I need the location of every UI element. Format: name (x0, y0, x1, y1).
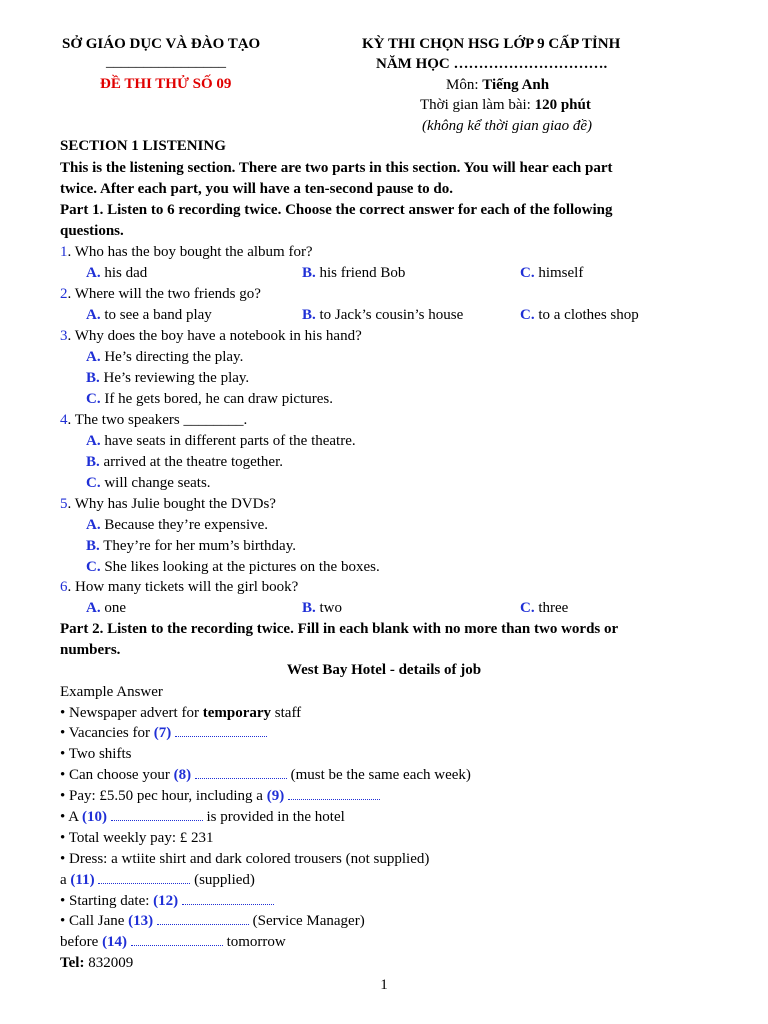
option-5b[interactable]: B. They’re for her mum’s birthday. (86, 538, 296, 554)
question-1 (60, 244, 313, 261)
part2-instruction-2: numbers. (60, 642, 121, 658)
time-note: (không kể thời gian giao đề) (422, 118, 593, 134)
option-4c[interactable]: C. will change seats. (86, 475, 211, 491)
detail-provided: • A (10) is provided in the hotel (60, 809, 345, 825)
detail-call: • Call Jane (13) (Service Manager) (60, 913, 365, 929)
option-4a[interactable]: A. have seats in different parts of the theatre. (86, 433, 356, 449)
exam-code: ĐỀ THI THỬ SỐ 09 (100, 76, 232, 92)
option-4b[interactable]: B. arrived at the theatre together. (86, 454, 284, 470)
blank-9-input[interactable] (288, 789, 380, 800)
option-2c[interactable]: C. to a clothes shop (520, 307, 639, 323)
question-text: . Who has the boy bought the album for? (67, 244, 313, 260)
time-line (420, 97, 591, 114)
question-3 (60, 328, 362, 345)
blank-11-input[interactable] (98, 873, 190, 884)
detail-shifts: • Two shifts (60, 746, 132, 762)
detail-vacancies: • Vacancies for (7) (60, 725, 267, 742)
department-underline: ________________ (106, 54, 226, 70)
example-answer: Example Answer (60, 684, 163, 700)
blank-14-input[interactable] (131, 935, 223, 946)
option-6c[interactable]: C. three (520, 600, 569, 616)
question-number: 5 (60, 496, 68, 512)
option-3b[interactable]: B. He’s reviewing the play. (86, 370, 250, 386)
blank-8-input[interactable] (195, 768, 287, 779)
question-number: 4 (60, 412, 68, 428)
blank-13-input[interactable] (157, 914, 249, 925)
question-number: 6 (60, 579, 68, 595)
question-2 (60, 286, 261, 303)
section-intro-1: This is the listening section. There are two parts in this section. You will hear each part (60, 160, 613, 176)
question-text: . The two speakers ________. (67, 412, 248, 428)
option-1c[interactable]: C. himself (520, 265, 584, 281)
part2-instruction-1: Part 2. Listen to the recording twice. Fill in each blank with no more than two words or (60, 621, 619, 637)
subject-line (446, 77, 549, 94)
subject: Tiếng Anh (482, 77, 550, 93)
option-1b[interactable]: B. his friend Bob (302, 265, 406, 281)
job-details-heading: West Bay Hotel - details of job (286, 662, 482, 678)
department-title: SỞ GIÁO DỤC VÀ ĐÀO TẠO (62, 36, 261, 52)
blank-10-input[interactable] (111, 810, 203, 821)
detail-before: before (14) tomorrow (60, 934, 286, 950)
detail-pay: • Pay: £5.50 pec hour, including a (9) (60, 788, 380, 805)
subject-label: Môn: (446, 77, 483, 93)
option-5c[interactable]: C. She likes looking at the pictures on the boxes. (86, 559, 380, 575)
question-6 (60, 579, 298, 596)
detail-supplied: a (11) (supplied) (60, 872, 255, 888)
page-number: 1 (380, 977, 388, 993)
exam-title: KỲ THI CHỌN HSG LỚP 9 CẤP TỈNH (362, 36, 621, 52)
option-6a[interactable]: A. one (86, 600, 127, 616)
option-2b[interactable]: B. to Jack’s cousin’s house (302, 307, 464, 323)
blank-12-input[interactable] (182, 894, 274, 905)
question-text: . Why has Julie bought the DVDs? (67, 496, 276, 512)
option-6b[interactable]: B. two (302, 600, 343, 616)
section-title: SECTION 1 LISTENING (60, 138, 226, 154)
part1-instruction-1: Part 1. Listen to 6 recording twice. Choose the correct answer for each of the following (60, 202, 613, 218)
school-year: NĂM HỌC …………………………. (376, 56, 608, 72)
detail-tel: Tel: 832009 (60, 955, 134, 971)
section-intro-2: twice. After each part, you will have a ten-second pause to do. (60, 181, 454, 197)
detail-start-date: • Starting date: (12) (60, 893, 274, 910)
detail-dress: • Dress: a wtiite shirt and dark colored trousers (not supplied) (60, 851, 430, 867)
question-number: 3 (60, 328, 68, 344)
question-number: 2 (60, 286, 68, 302)
time-value: 120 phút (534, 97, 591, 113)
question-5 (60, 496, 276, 513)
option-2a[interactable]: A. to see a band play (86, 307, 212, 323)
option-1a[interactable]: A. his dad (86, 265, 148, 281)
option-5a[interactable]: A. Because they’re expensive. (86, 517, 269, 533)
detail-total-pay: • Total weekly pay: £ 231 (60, 830, 214, 846)
detail-choose: • Can choose your (8) (must be the same each week) (60, 767, 471, 783)
option-3a[interactable]: A. He’s directing the play. (86, 349, 244, 365)
option-3c[interactable]: C. If he gets bored, he can draw pictures. (86, 391, 333, 407)
time-label: Thời gian làm bài: (420, 97, 535, 113)
question-text: . Why does the boy have a notebook in his hand? (67, 328, 362, 344)
blank-7-input[interactable] (175, 726, 267, 737)
question-text: . Where will the two friends go? (67, 286, 261, 302)
question-4 (60, 412, 247, 429)
question-text: . How many tickets will the girl book? (67, 579, 299, 595)
question-number: 1 (60, 244, 68, 260)
part1-instruction-2: questions. (60, 223, 124, 239)
detail-advert: • Newspaper advert for temporary staff (60, 705, 302, 721)
